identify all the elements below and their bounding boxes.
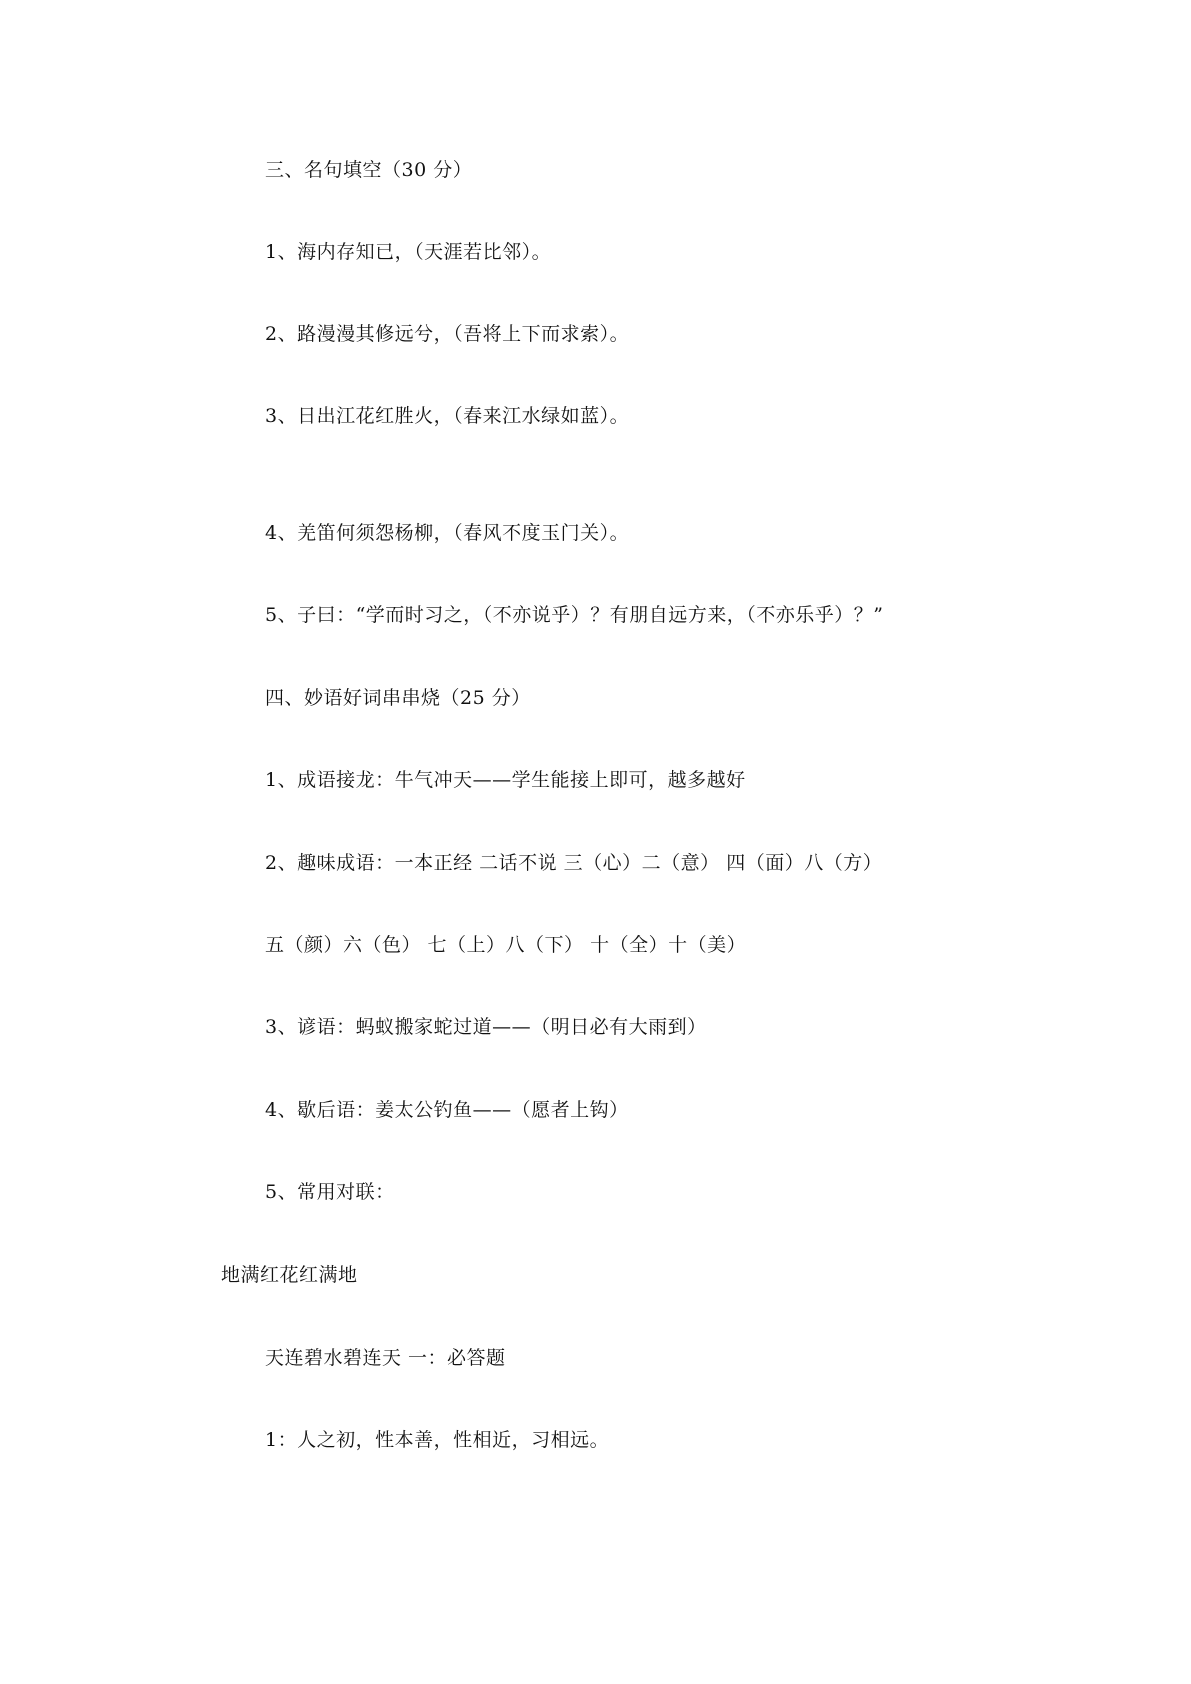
proverb-line: 3、谚语：蚂蚁搬家蛇过道——（明日必有大雨到） xyxy=(265,1016,707,1038)
couplet-heading: 5、常用对联： xyxy=(265,1181,395,1203)
fun-idioms-line-1: 2、趣味成语：一本正经 二话不说 三（心）二（意） 四（面）八（方） xyxy=(265,852,883,874)
required-question-1: 1：人之初，性本善，性相近，习相远。 xyxy=(265,1429,610,1451)
quote-line-5: 5、子曰：“学而时习之，（不亦说乎）？有朋自远方来，（不亦乐乎）？” xyxy=(265,604,884,626)
fun-idioms-line-2: 五（颜）六（色） 七（上）八（下） 十（全）十（美） xyxy=(265,934,747,956)
couplet-line-1: 地满红花红满地 xyxy=(221,1264,358,1286)
couplet-line-2: 天连碧水碧连天 一：必答题 xyxy=(265,1347,506,1369)
section-heading-famous-quotes: 三、名句填空（30 分） xyxy=(265,159,473,181)
quote-line-1: 1、海内存知已，（天涯若比邻）。 xyxy=(265,241,552,263)
quote-line-2: 2、路漫漫其修远兮，（吾将上下而求索）。 xyxy=(265,323,630,345)
section-heading-words: 四、妙语好词串串烧（25 分） xyxy=(265,687,531,709)
idiom-chain-line: 1、成语接龙：牛气冲天——学生能接上即可，越多越好 xyxy=(265,769,746,791)
xiehouyu-line: 4、歇后语：姜太公钓鱼——（愿者上钩） xyxy=(265,1099,629,1121)
quote-line-3: 3、日出江花红胜火，（春来江水绿如蓝）。 xyxy=(265,405,630,427)
quote-line-4: 4、羌笛何须怨杨柳，（春风不度玉门关）。 xyxy=(265,522,630,544)
